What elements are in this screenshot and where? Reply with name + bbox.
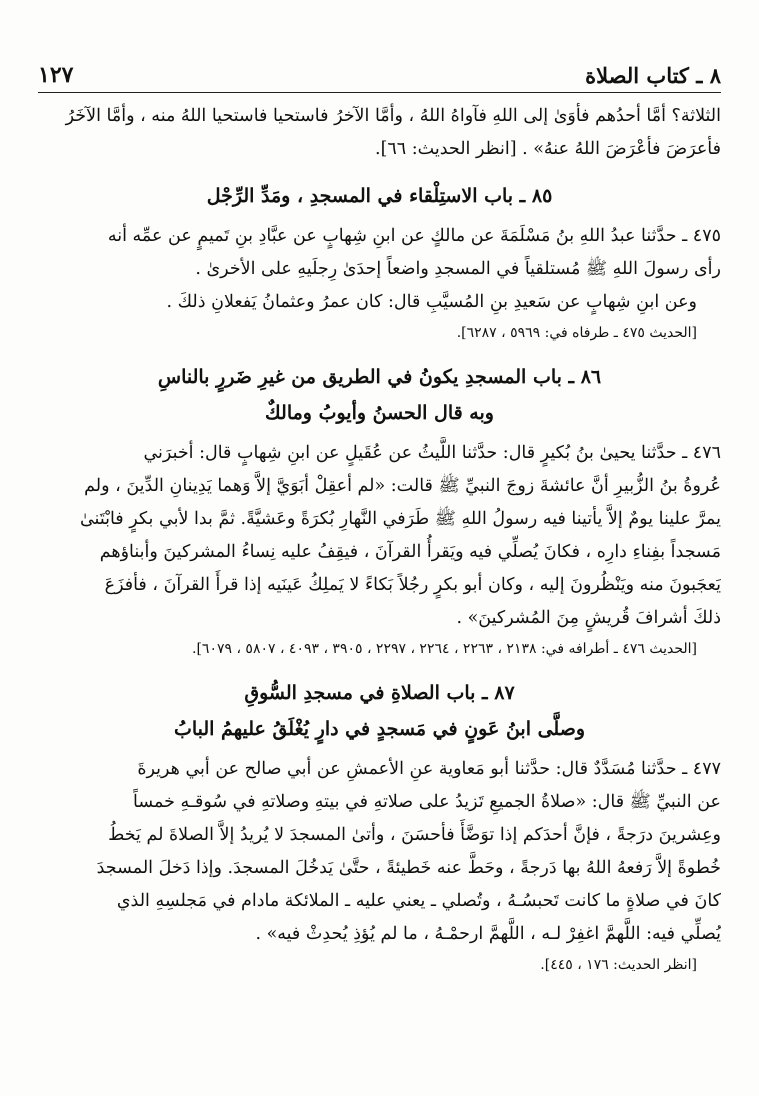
chapter-subheading-87: وصلَّى ابنُ عَونٍ في مَسجدٍ في دارٍ يُغْلَقُ عليهمُ البابُ <box>173 718 586 740</box>
chapter-heading-85: ٨٥ ـ باب الاستِلْقاء في المسجدِ ، ومَدِّ الرِّجْل <box>206 185 553 207</box>
text-line: يُصلِّي فيه: اللَّهمَّ اغفِرْ لـه ، اللَّهمَّ ارحمْـهُ ، ما لم يُؤذِ يُحدِثْ فيه» . <box>255 924 721 944</box>
text-line: خُطوةً إلاَّ رَفعهُ اللهُ بها دَرجةً ، وحَطَّ عنه خَطيئةً ، حتَّىٰ يَدخُلَ المسجدَ. وإذا دَخلَ المسجدَ <box>96 858 721 878</box>
text-line: وعِشرينَ درَجةً ، فإنَّ أحدَكم إذا توَضَّأَ فأحسَنَ ، وأتىٰ المسجدَ لا يُريدُ إلاَّ الصلاةَ لم يَخطُ <box>108 825 721 845</box>
text-line: ذلكَ أشرافَ قُريشٍ مِنَ المُشركينَ» . <box>456 608 721 628</box>
page-header <box>38 58 721 93</box>
text-line: يَعجَبونَ منه ويَنْظُرونَ إليه ، وكان أبو بكرٍ رجُلاً بَكاءً لا يَملِكُ عَينَيه إذا قرأَ القرآنَ ، فأفزَعَ <box>104 575 721 595</box>
continuation-paragraph <box>38 100 721 166</box>
text-line: مَسجداً بفِناءِ دارِه ، فكانَ يُصلِّي فيه ويَقرأُ القرآنَ ، فيقِفُ عليه نِساءُ المشركينَ وأبناؤهم <box>99 542 721 562</box>
chapter-heading-87: ٨٧ ـ باب الصلاةِ في مسجدِ السُّوقِ <box>244 682 515 704</box>
hadith-reference: [انظر الحديث: ١٧٦ ، ٤٤٥]. <box>540 957 697 973</box>
text-line: وعن ابنِ شِهابٍ عن سَعيدِ بنِ المُسيَّبِ قال: كان عمرُ وعثمانُ يَفعلانِ ذلكَ . <box>166 292 697 312</box>
text-line: الثلاثة؟ أمَّا أحدُهم فأوَىٰ إلى اللهِ فآواهُ اللهُ ، وأمَّا الآخرُ فاستحيا فاستحيا اللهُ منه ، وأمَّا الآخَرُ <box>65 106 721 126</box>
chapter-heading-86: ٨٦ ـ باب المسجدِ يكونُ في الطريق من غيرِ ضَررٍ بالناسِ <box>157 366 602 388</box>
text-line: ٤٧٦ ـ حدَّثنا يحيىٰ بنُ بُكيرٍ قال: حدَّثنا اللَّيثُ عن عُقَيلٍ عن ابنِ شِهابٍ قال: أخبرَني <box>143 443 721 463</box>
text-line: عُروةُ بنُ الزُّبيرِ أنَّ عائشةَ زوجَ النبيِّ ﷺ قالت: «لم أعقِلْ أبَوَيَّ إلاَّ وَهما يَدِينانِ الدِّينَ ، ولم <box>84 476 721 496</box>
text-line: يمرَّ علينا يومٌ إلاَّ يأتينا فيه رسولُ اللهِ ﷺ طَرَفي النَّهارِ بُكرَةً وعَشيَّةً. ثمَّ بدا لأبي بكرٍ فابْتَنىٰ <box>79 509 721 529</box>
hadith-477 <box>38 753 721 951</box>
text-line: ٤٧٥ ـ حدَّثنا عبدُ اللهِ بنُ مَسْلَمَةَ عن مالكٍ عن ابنِ شِهابٍ عن عبَّادِ بنِ تَميمٍ عن عمِّه أنه <box>107 226 721 246</box>
text-line: كانَ في صلاةٍ ما كانت تَحبسُـهُ ، وتُصلي ـ يعني عليه ـ الملائكة مادام في مَجلسِهِ الذي <box>116 891 721 911</box>
text-line: ٤٧٧ ـ حدَّثنا مُسَدَّدٌ قال: حدَّثنا أبو مَعاوية عنِ الأعمشِ عن أبي صالح عن أبي هريرةَ <box>137 759 721 779</box>
text-line: رأى رسولَ اللهِ ﷺ مُستلقياً في المسجدِ واضعاً إحدَىٰ رِجلَيهِ على الأخرىٰ . <box>195 259 721 279</box>
chapter-subheading-86: وبه قال الحسنُ وأيوبُ ومالكٌ <box>265 402 494 424</box>
chapter-title: ٨ ـ كتاب الصلاة <box>585 62 721 88</box>
page-number: ١٢٧ <box>38 62 74 88</box>
hadith-reference: [الحديث ٤٧٥ ـ طرفاه في: ٥٩٦٩ ، ٦٢٨٧]. <box>456 325 697 341</box>
page-content <box>38 100 721 979</box>
hadith-reference: [الحديث ٤٧٦ ـ أطرافه في: ٢١٣٨ ، ٢٢٦٣ ، ٢٢٦٤ ، ٢٢٩٧ ، ٣٩٠٥ ، ٤٠٩٣ ، ٥٨٠٧ ، ٦٠٧٩]. <box>192 641 697 657</box>
text-line: عن النبيِّ ﷺ قال: «صلاةُ الجميعِ تَزيدُ على صلاتهِ في بيتهِ وصلاتهِ في سُوقـهِ خمساً <box>133 792 721 812</box>
hadith-475 <box>38 220 721 319</box>
hadith-476 <box>38 437 721 635</box>
text-line: فأعرَضَ فأعْرَضَ اللهُ عنهُ» . [انظر الحديث: ٦٦]. <box>375 139 721 159</box>
